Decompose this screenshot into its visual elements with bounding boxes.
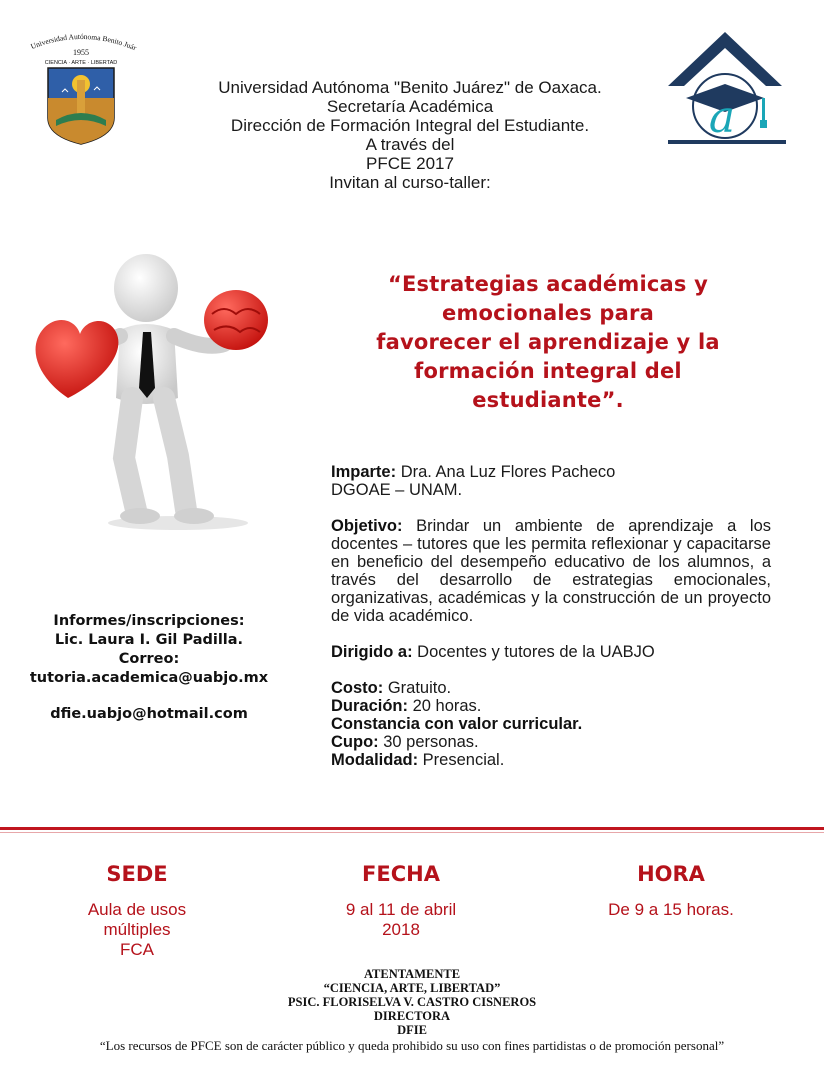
title-line: formación integral del — [414, 359, 682, 383]
signature-line: DFIE — [397, 1023, 427, 1037]
cupo-label: Cupo: — [331, 733, 379, 751]
dirigido-value: Docentes y tutores de la UABJO — [412, 643, 655, 661]
svg-text:CIENCIA · ARTE · LIBERTAD: CIENCIA · ARTE · LIBERTAD — [44, 60, 118, 66]
disclaimer: “Los recursos de PFCE son de carácter público y queda prohibido su uso con fines partidistas o de promoción personal” — [99, 1038, 725, 1053]
costo-value: Gratuito. — [383, 679, 452, 697]
header-secretaria: Secretaría Académica — [326, 97, 494, 116]
signature-line: DIRECTORA — [373, 1009, 451, 1023]
fecha-block — [316, 862, 486, 940]
course-title — [338, 270, 758, 415]
university-seal — [22, 28, 140, 148]
imparte-institution: DGOAE – UNAM. — [331, 481, 463, 499]
signature-line: “CIENCIA, ARTE, LIBERTAD” — [323, 981, 501, 995]
objetivo-value: Brindar un ambiente de aprendizaje a los docentes – tutores que les permita reflexionar y capacitarse en beneficio del desempeño educativo de los alumnos, a través del desarrollo de estrategias emocionales, organizativas, académicas y la construcción de un proyecto de vida académico. — [331, 517, 771, 625]
title-line: “Estrategias académicas y — [388, 272, 708, 296]
svg-text:a: a — [708, 92, 736, 143]
svg-text:Universidad Autónoma Benito Ju: Universidad Autónoma Benito Juár — [29, 31, 138, 53]
header — [150, 78, 670, 192]
sede-line: múltiples — [103, 920, 171, 939]
fecha-line: 2018 — [382, 920, 420, 939]
fecha-line: 9 al 11 de abril — [345, 900, 457, 919]
hora-block — [586, 862, 756, 920]
sede-line: FCA — [120, 940, 154, 959]
objetivo — [331, 517, 771, 625]
modalidad-label: Modalidad: — [331, 751, 419, 769]
title-line: emocionales para — [442, 301, 654, 325]
objetivo-label: Objetivo: — [331, 517, 403, 535]
graduation-cap-house-icon — [664, 28, 786, 148]
contact-info — [14, 612, 284, 724]
sede-block — [52, 862, 222, 960]
title-line: estudiante”. — [472, 388, 624, 412]
contact-correo-label: Correo: — [118, 651, 180, 667]
svg-text:1955: 1955 — [73, 48, 89, 57]
contact-heading: Informes/inscripciones: — [53, 613, 245, 629]
header-invitan: Invitan al curso-taller: — [329, 173, 491, 192]
signature-line: PSIC. FLORISELVA V. CASTRO CISNEROS — [287, 995, 537, 1009]
signature-block — [200, 967, 624, 1037]
sede-heading: SEDE — [106, 862, 168, 886]
title-line: favorecer el aprendizaje y la — [376, 330, 720, 354]
divider — [0, 832, 824, 833]
signature-line: ATENTAMENTE — [363, 967, 461, 981]
sede-line: Aula de usos — [87, 900, 187, 919]
header-university: Universidad Autónoma "Benito Juárez" de Oaxaca. — [218, 78, 602, 97]
contact-person: Lic. Laura I. Gil Padilla. — [54, 632, 244, 648]
course-details — [331, 463, 771, 769]
person-holding-heart-and-brain-icon — [28, 248, 278, 533]
modalidad-value: Presencial. — [418, 751, 505, 769]
imparte-value: Dra. Ana Luz Flores Pacheco — [396, 463, 616, 481]
hora-heading: HORA — [637, 862, 705, 886]
duracion-value: 20 horas. — [408, 697, 482, 715]
fecha-heading: FECHA — [362, 862, 440, 886]
hora-line: De 9 a 15 horas. — [608, 900, 734, 919]
header-direccion: Dirección de Formación Integral del Estudiante. — [230, 116, 590, 135]
constancia: Constancia con valor curricular. — [331, 715, 583, 733]
cupo-value: 30 personas. — [378, 733, 479, 751]
header-a-traves: A través del — [365, 135, 455, 154]
contact-email-dfie[interactable]: dfie.uabjo@hotmail.com — [50, 706, 248, 722]
costo-label: Costo: — [331, 679, 384, 697]
divider — [0, 827, 824, 830]
imparte-label: Imparte: — [331, 463, 397, 481]
header-pfce: PFCE 2017 — [366, 154, 454, 173]
dirigido-label: Dirigido a: — [331, 643, 413, 661]
duracion-label: Duración: — [331, 697, 409, 715]
contact-email-tutoria[interactable]: tutoria.academica@uabjo.mx — [29, 670, 269, 686]
